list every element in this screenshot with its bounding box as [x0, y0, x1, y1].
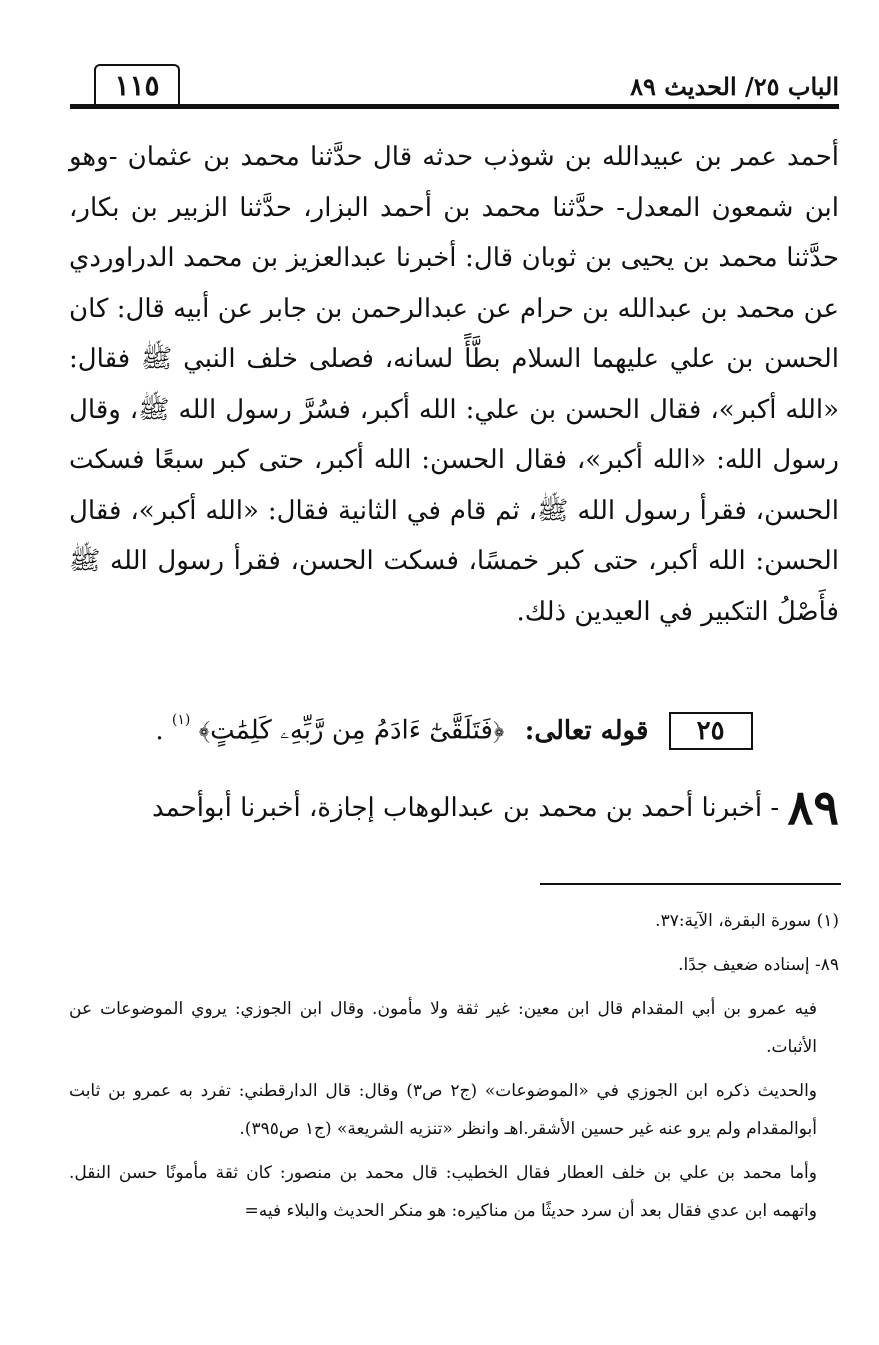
hadith-number: ٨٩: [787, 780, 839, 836]
footnotes: [69, 902, 839, 1236]
footnote-verse-source: (١) سورة البقرة، الآية:٣٧.: [655, 911, 839, 931]
main-text: [69, 132, 839, 637]
chapter-number: ٢٥: [669, 712, 753, 750]
footnote-narrator-note: فيه عمرو بن أبي المقدام قال ابن معين: غير ثقة ولا مأمون. وقال ابن الجوزي: يروي الموضوعات عن الأثبات.: [69, 999, 817, 1057]
page-header: [70, 58, 839, 124]
page-number: ١١٥: [94, 64, 180, 106]
header-rule: [70, 104, 839, 109]
chapter-period: .: [155, 716, 164, 746]
footnote-separator: [540, 883, 841, 885]
chapter-label: قوله تعالى:: [524, 716, 649, 746]
hadith-entry: [69, 772, 839, 842]
footnote-hadith-grade: ٨٩- إسناده ضعيف جدًا.: [678, 955, 839, 975]
footnote-takhrij: والحديث ذكره ابن الجوزي في «الموضوعات» (ج٢ ص٣) وقال: قال الدارقطني: تفرد به عمرو بن ثابت أبوالمقدام ولم يرو عنه غير حسين الأشقر.اهـ وانظر «تنزيه الشريعة» (ج١ ص٣٩٥).: [69, 1081, 817, 1139]
running-head: الباب ٢٥/ الحديث ٨٩: [630, 72, 839, 101]
quran-verse: ﴿فَتَلَقَّىٰٓ ءَادَمُ مِن رَّبِّهِۦ كَلِمَٰتٍ﴾: [198, 715, 505, 746]
footnote-narrator-note-2: وأما محمد بن علي بن خلف العطار فقال الخطيب: قال محمد بن منصور: كان ثقة مأمونًا حسن النقل. واتهمه ابن عدي فقال بعد أن سرد حديثًا من مناكيره: هو منكر الحديث والبلاء فيه=: [69, 1163, 817, 1221]
chapter-heading: [69, 712, 839, 762]
footnote-reference: (١): [171, 712, 191, 728]
hadith-text: - أخبرنا أحمد بن محمد بن عبدالوهاب إجازة، أخبرنا أبوأحمد: [151, 793, 780, 823]
body-paragraph: أحمد عمر بن عبيدالله بن شوذب حدثه قال حدَّثنا محمد بن عثمان -وهو ابن شمعون المعدل- حدَّثنا محمد بن أحمد البزار، حدَّثنا الزبير بن بكار، حدَّثنا محمد بن يحيى بن ثوبان قال: أخبرنا عبدالعزيز بن محمد الدراوردي عن محمد بن عبدالله بن حرام عن عبدالرحمن بن جابر عن أبيه قال: كان الحسن بن علي عليهما السلام بطَّأً لسانه، فصلى خلف النبي ﷺ فقال: «الله أكبر»، فقال الحسن بن علي: الله أكبر، فسُرَّ رسول الله ﷺ، وقال رسول الله: «الله أكبر»، فقال الحسن: الله أكبر، حتى كبر سبعًا فسكت الحسن، فقرأ رسول الله ﷺ، ثم قام في الثانية فقال: «الله أكبر»، فقال الحسن: الله أكبر، حتى كبر خمسًا، فسكت الحسن، فقرأ رسول الله ﷺ فأَصْلُ التكبير في العيدين ذلك.: [69, 142, 839, 627]
